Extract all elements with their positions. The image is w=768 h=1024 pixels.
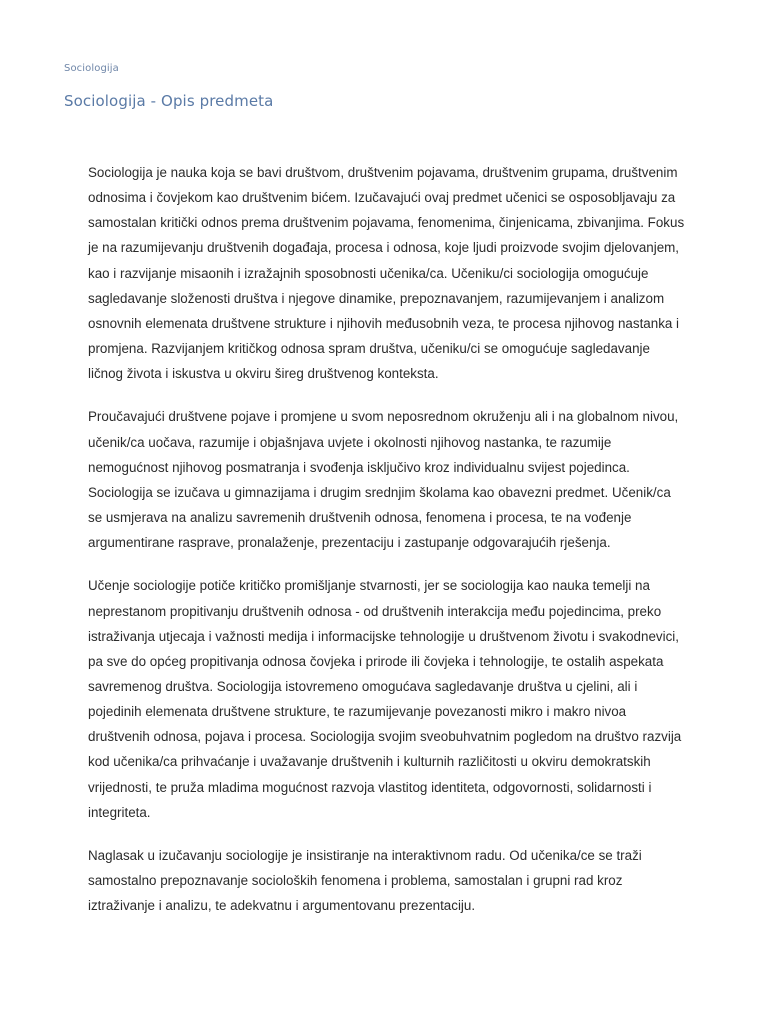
paragraph-study: Proučavajući društvene pojave i promjene u svom neposrednom okruženju ali i na globalnom nivou, učenik/ca uočava, razumije i objašnjava uvjete i okolnosti njihovog nastanka, te razumije nemogućnost njihovog posmatranja i svođenja isključivo kroz individualnu svijest pojedinca. Sociologija se izučava u gimnazijama i drugim srednjim školama kao obavezni predmet. Učenik/ca se usmjerava na analizu savremenih društvenih odnosa, fenomena i procesa, te na vođenje argumentirane rasprave, pronalaženje, prezentaciju i zastupanje odgovarajućih rješenja. bbox=[88, 409, 679, 551]
page-title: Sociologija - Opis predmeta bbox=[64, 92, 274, 110]
paragraph-emphasis: Naglasak u izučavanju sociologije je insistiranje na interaktivnom radu. Od učenika/ce se traži samostalno prepoznavanje socioloških fenomena i problema, samostalan i grupni rad kroz iztraživanje i analizu, te adekvatnu i argumentovanu prezentaciju. bbox=[88, 847, 642, 914]
paragraph-critical-thinking: Učenje sociologije potiče kritičko promišljanje stvarnosti, jer se sociologija kao nauka temelji na neprestanom propitivanju društvenih odnosa - od društvenih interakcija među pojedincima, preko istraživanja utjecaja i važnosti medija i informacijske tehnologije u društvenom životu i svakodnevici, pa sve do općeg propitivanja odnosa čovjeka i prirode ili čovjeka i tehnologije, te ostalih aspekata savremenog društva. Sociologija istovremeno omogućava sagledavanje društva u cjelini, ali i pojedinih elemenata društvene strukture, te razumijevanje povezanosti mikro i makro nivoa društvenih odnosa, pojava i procesa. Sociologija svojim sveobuhvatnim pogledom na društvo razvija kod učenika/ca prihvaćanje i uvažavanje društvenih i kulturnih različitosti u okviru demokratskih vrijednosti, te pruža mladima mogućnost razvoja vlastitog identiteta, odgovornosti, solidarnosti i integriteta. bbox=[88, 578, 682, 820]
paragraph-intro: Sociologija je nauka koja se bavi društvom, društvenim pojavama, društvenim grupama, društvenim odnosima i čovjekom kao društvenim bićem. Izučavajući ovaj predmet učenici se osposobljavaju za samostalan kritički odnos prema društvenim pojavama, fenomenima, činjenicama, zbivanjima. Fokus je na razumijevanju društvenih događaja, procesa i odnosa, koje ljudi proizvode svojim djelovanjem, kao i razvijanje misaonih i izražajnih sposobnosti učenika/ca. Učeniku/ci sociologija omogućuje sagledavanje složenosti društva i njegove dinamike, prepoznavanjem, razumijevanjem i analizom osnovnih elemenata društvene strukture i njihovih međusobnih veza, te procesa njihovog nastanka i promjena. Razvijanjem kritičkog odnosa spram društva, učeniku/ci se omogućuje sagledavanje ličnog života i iskustva u okviru šireg društvenog konteksta. bbox=[88, 165, 685, 382]
description-body bbox=[88, 160, 688, 936]
breadcrumb[interactable]: Sociologija bbox=[64, 63, 119, 74]
